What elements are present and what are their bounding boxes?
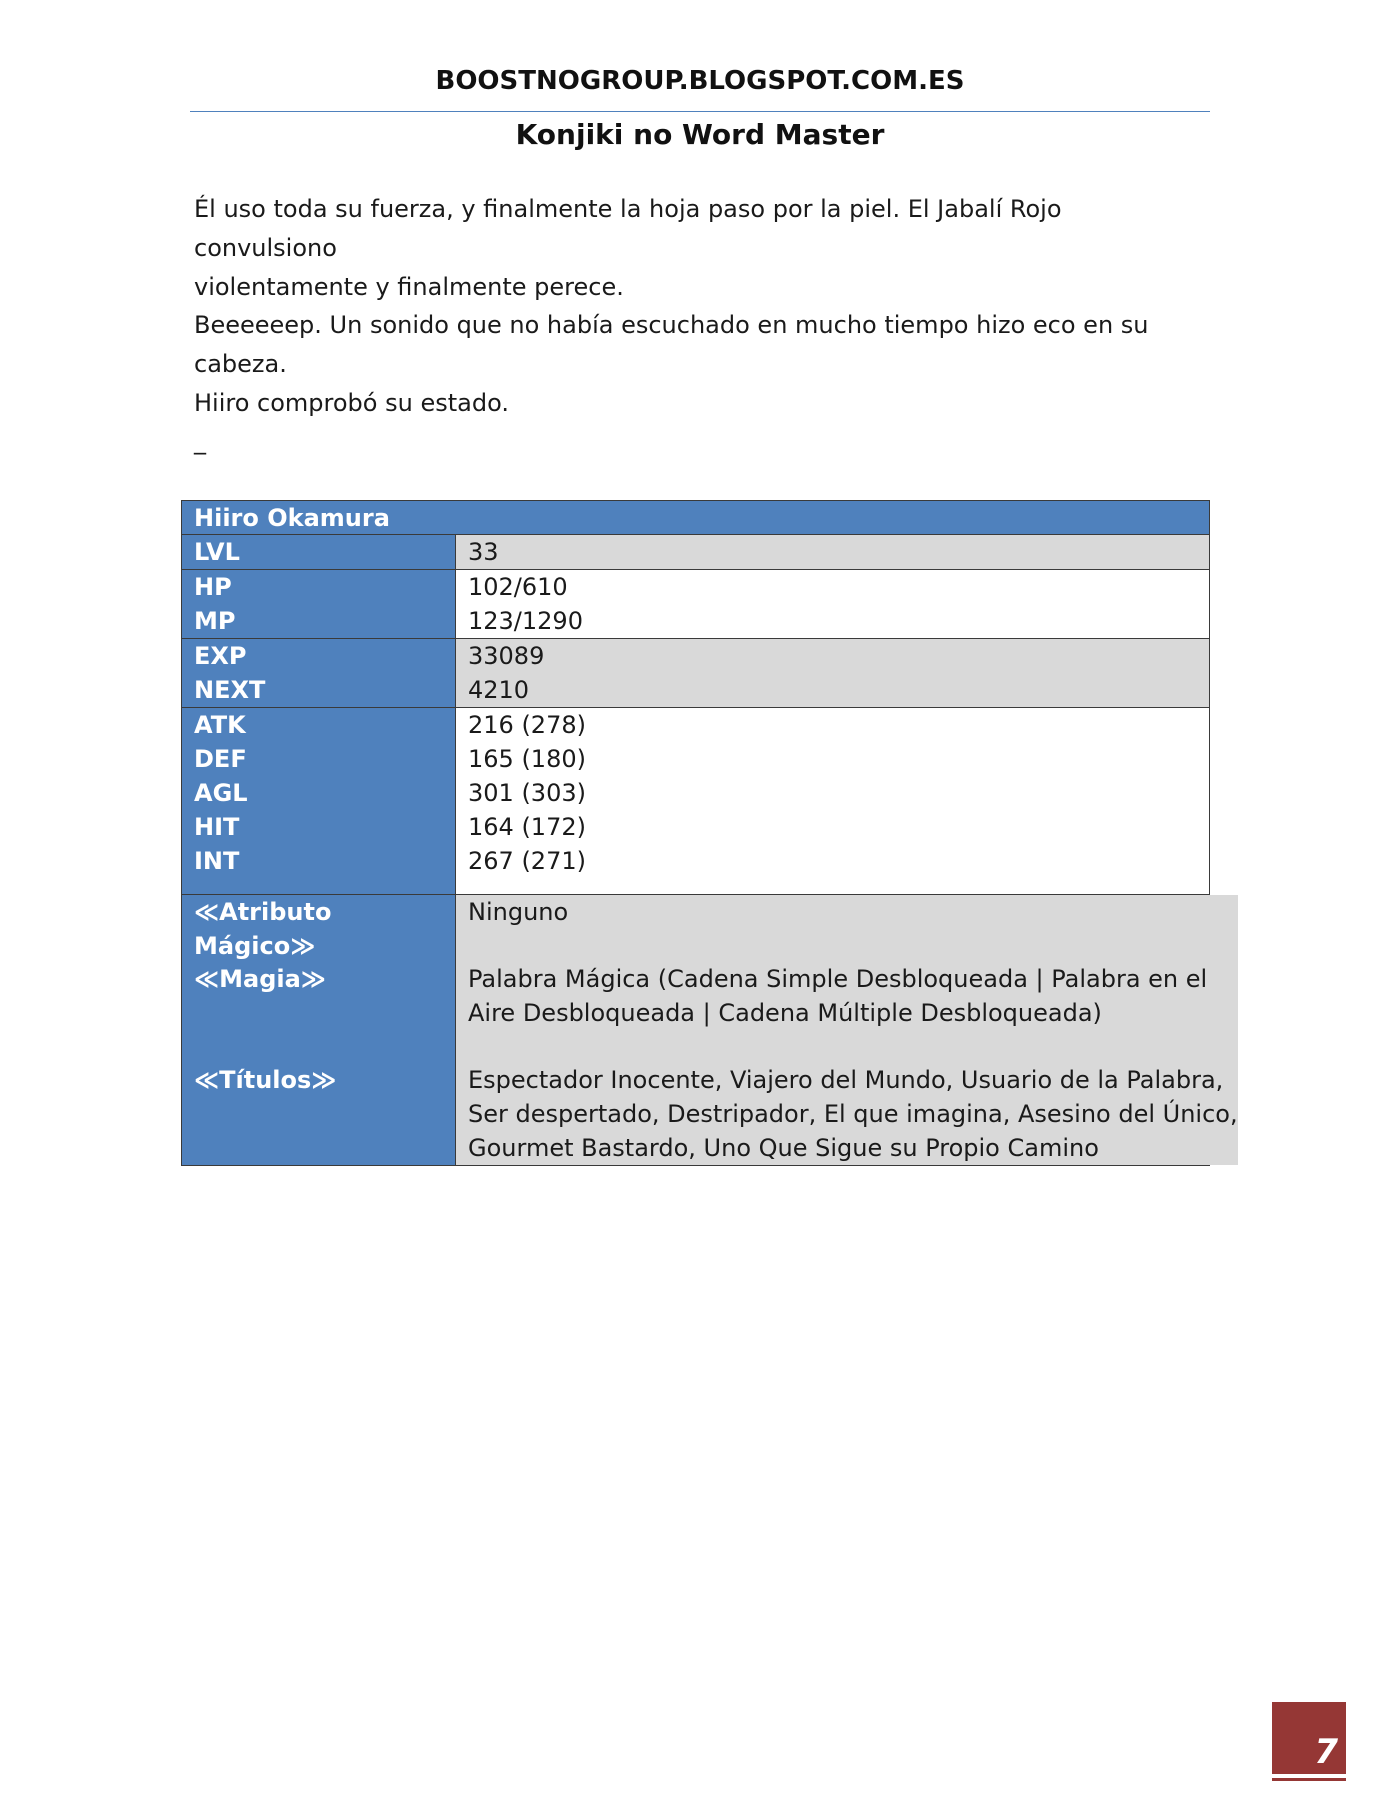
paragraph-1: [194, 190, 1204, 307]
status-group-extra: [182, 895, 1238, 1165]
stat-label-lvl: LVL: [194, 538, 240, 566]
document-title: Konjiki no Word Master: [515, 118, 885, 151]
paragraph-line: violentamente y finalmente perece.: [194, 273, 624, 301]
header-divider: [190, 111, 1210, 112]
page-number-underline: [1272, 1778, 1346, 1781]
status-group-attributes: [182, 708, 1209, 895]
header-site: BOOSTNOGROUP.BLOGSPOT.COM.ES: [435, 66, 965, 96]
stat-label-next: NEXT: [194, 676, 266, 704]
stat-value-lvl: 33: [468, 538, 499, 566]
paragraph-line: Él uso toda su fuerza, y finalmente la hoja paso por la piel. El Jabalí Rojo convulsiono: [194, 195, 1062, 262]
stat-label-hit: HIT: [194, 813, 240, 841]
stat-label-int: INT: [194, 847, 240, 875]
stat-label-titles: ≪Títulos≫: [194, 1066, 337, 1094]
stat-label-magic: ≪Magia≫: [194, 965, 326, 993]
stat-label-exp: EXP: [194, 642, 247, 670]
status-name: Hiiro Okamura: [182, 501, 1209, 535]
stat-value-mp: 123/1290: [468, 607, 583, 635]
stat-value-hit: 164 (172): [468, 813, 586, 841]
stat-value-exp: 33089: [468, 642, 545, 670]
stat-value-magic-line: Palabra Mágica (Cadena Simple Desbloqueada | Palabra en el: [468, 965, 1208, 993]
stat-value-titles-line: Ser despertado, Destripador, El que imagina, Asesino del Único,: [468, 1100, 1238, 1128]
status-group-hpmp: [182, 570, 1209, 639]
stat-value-attribute: Ninguno: [468, 898, 569, 926]
paragraph-line: _: [194, 427, 206, 455]
paragraph-3: [194, 422, 1204, 461]
paragraph-2: [194, 306, 1204, 423]
stat-value-atk: 216 (278): [468, 711, 586, 739]
paragraph-line: Hiiro comprobó su estado.: [194, 389, 509, 417]
stat-value-titles-line: Espectador Inocente, Viajero del Mundo, Usuario de la Palabra,: [468, 1066, 1224, 1094]
stat-value-titles-line: Gourmet Bastardo, Uno Que Sigue su Propio Camino: [468, 1134, 1099, 1162]
stat-value-def: 165 (180): [468, 745, 586, 773]
stat-label-def: DEF: [194, 745, 247, 773]
stat-label-hp: HP: [194, 573, 232, 601]
stat-value-hp: 102/610: [468, 573, 568, 601]
stat-label-atk: ATK: [194, 711, 246, 739]
stat-label-attribute: ≪Atributo Mágico≫: [194, 898, 332, 960]
stat-value-agl: 301 (303): [468, 779, 586, 807]
stat-label-agl: AGL: [194, 779, 248, 807]
status-group-level: [182, 535, 1209, 570]
stat-label-mp: MP: [194, 607, 236, 635]
page-number: 7: [1314, 1732, 1338, 1772]
paragraph-line: Beeeeeep. Un sonido que no había escuchado en mucho tiempo hizo eco en su cabeza.: [194, 311, 1149, 378]
stat-value-int: 267 (271): [468, 847, 586, 875]
stat-value-magic-line: Aire Desbloqueada | Cadena Múltiple Desbloqueada): [468, 999, 1102, 1027]
page-number-badge: [1272, 1702, 1346, 1774]
stat-value-next: 4210: [468, 676, 530, 704]
status-table: [181, 500, 1238, 1166]
status-group-exp: [182, 639, 1209, 708]
